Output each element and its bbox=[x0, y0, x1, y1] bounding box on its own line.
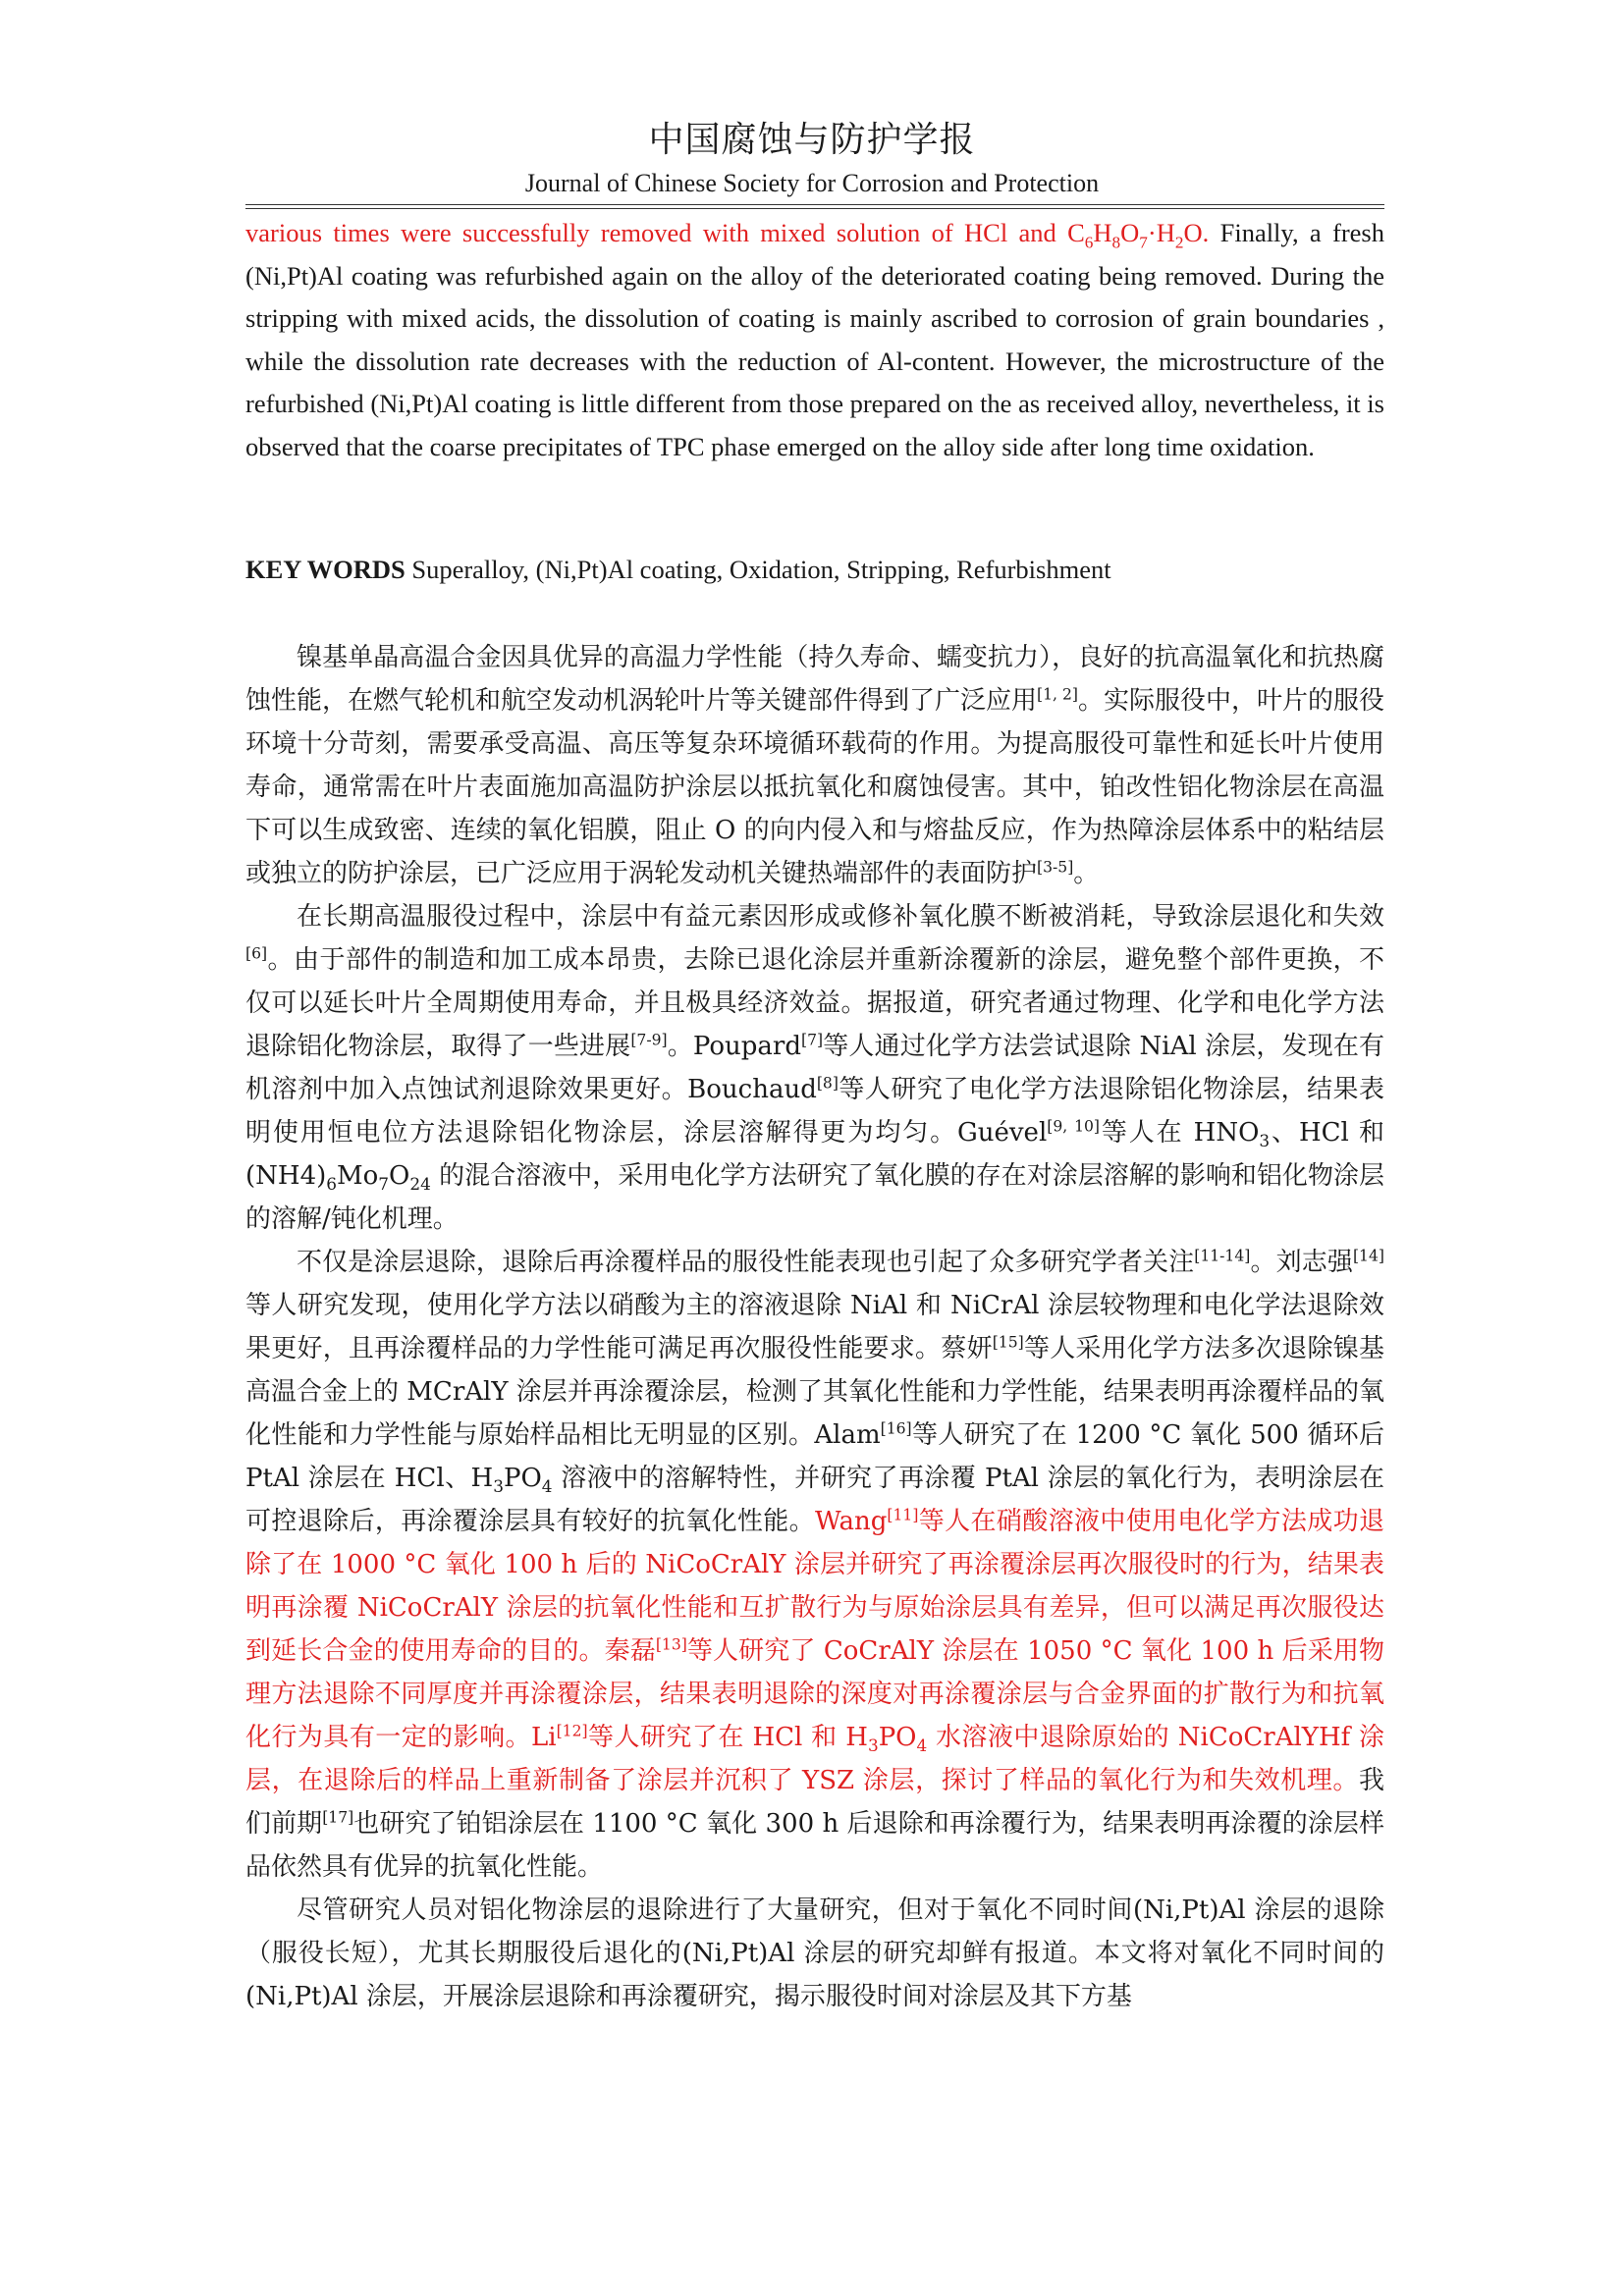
journal-header bbox=[0, 116, 1624, 200]
journal-title-cn: 中国腐蚀与防护学报 bbox=[648, 120, 976, 160]
journal-title-en: Journal of Chinese Society for Corrosion and Protection bbox=[524, 169, 1100, 197]
keywords-text: Superalloy, (Ni,Pt)Al coating, Oxidation, Stripping, Refurbishment bbox=[405, 555, 1111, 584]
citation: [8] bbox=[816, 1074, 839, 1093]
paragraph-3: 不仅是涂层退除，退除后再涂覆样品的服役性能表现也引起了众多研究学者关注[11-14]。刘志强[14]等人研究发现，使用化学方法以硝酸为主的溶液退除 NiAl 和 NiCrAl 涂层较物理和电化学法退除效果更好，且再涂覆样品的力学性能可满足再次服役性能要求。蔡妍[15]等人采用化学方法多次退除镍基高温合金上的 MCrAlY 涂层并再涂覆涂层，检测了其氧化性能和力学性能，结果表明再涂覆样品的氧化性能和力学性能与原始样品相比无明显的区别。Alam[16]等人研究了在 1200 °C 氧化 500 循环后 PtAl 涂层在 HCl、$H_3PO_4$ 溶液中的溶解特性，并研究了再涂覆 PtAl 涂层的氧化行为，表明涂层在可控退除后，再涂覆涂层具有较好的抗氧化性能。Wang[11]等人在硝酸溶液中使用电化学方法成功退除了在 1000 °C 氧化 100 h 后的 NiCoCrAlY 涂层并研究了再涂覆涂层再次服役时的行为，结果表明再涂覆 NiCoCrAlY 涂层的抗氧化性能和互扩散行为与原始涂层具有差异，但可以满足再次服役达到延长合金的使用寿命的目的。秦磊[13]等人研究了 CoCrAlY 涂层在 1050 °C 氧化 100 h 后采用物理方法退除不同厚度并再涂覆涂层，结果表明退除的深度对再涂覆涂层与合金界面的扩散行为和抗氧化行为具有一定的影响。Li[12]等人研究了在 HCl 和 $H_3PO_4$ 水溶液中退除原始的 NiCoCrAlYHf 涂层，在退除后的样品上重新制备了涂层并沉积了 YSZ 涂层，探讨了样品的氧化行为和失效机理。我们前期[17]也研究了铂铝涂层在 1100 °C 氧化 300 h 后退除和再涂覆行为，结果表明再涂覆的涂层样品依然具有优异的抗氧化性能。 bbox=[245, 1247, 1385, 1882]
abstract-red-text: various times were successfully removed with mixed solution of HCl and $C_6H_8O_7\cdot H_2O$. bbox=[245, 218, 1210, 252]
citation: [16] bbox=[880, 1419, 912, 1438]
header-rule-top bbox=[245, 204, 1384, 205]
citation: [17] bbox=[322, 1808, 354, 1827]
header-rule-bottom bbox=[245, 208, 1384, 209]
citation: [3-5] bbox=[1037, 858, 1074, 877]
highlighted-red-text: Wang[11]等人在硝酸溶液中使用电化学方法成功退除了在 1000 °C 氧化 100 h 后的 NiCoCrAlY 涂层并研究了再涂覆涂层再次服役时的行为，结果表明再涂覆 NiCoCrAlY 涂层的抗氧化性能和互扩散行为与原始涂层具有差异，但可以满足再次服役达到延长合金的使用寿命的目的。秦磊[13]等人研究了 CoCrAlY 涂层在 1050 °C 氧化 100 h 后采用物理方法退除不同厚度并再涂覆涂层，结果表明退除的深度对再涂覆涂层与合金界面的扩散行为和抗氧化行为具有一定的影响。Li[12]等人研究了在 HCl 和 $H_3PO_4$ 水溶液中退除原始的 NiCoCrAlYHf 涂层，在退除后的样品上重新制备了涂层并沉积了 YSZ 涂层，探讨了样品的氧化行为和失效机理。 bbox=[245, 1506, 1384, 1795]
paragraph-1: 镍基单晶高温合金因具优异的高温力学性能（持久寿命、蠕变抗力），良好的抗高温氧化和抗热腐蚀性能，在燃气轮机和航空发动机涡轮叶片等关键部件得到了广泛应用[1, 2]。实际服役中，叶片的服役环境十分苛刻，需要承受高温、高压等复杂环境循环载荷的作用。为提高服役可靠性和延长叶片使用寿命，通常需在叶片表面施加高温防护涂层以抵抗氧化和腐蚀侵害。其中，铂改性铝化物涂层在高温下可以生成致密、连续的氧化铝膜，阻止 O 的向内侵入和与熔盐反应，作为热障涂层体系中的粘结层或独立的防护涂层，已广泛应用于涡轮发动机关键热端部件的表面防护[3-5]。 bbox=[245, 643, 1384, 888]
paragraph-2: 在长期高温服役过程中，涂层中有益元素因形成或修补氧化膜不断被消耗，导致涂层退化和失效[6]。由于部件的制造和加工成本昂贵，去除已退化涂层并重新涂覆新的涂层，避免整个部件更换，不仅可以延长叶片全周期使用寿命，并且极具经济效益。据报道，研究者通过物理、化学和电化学方法退除铝化物涂层，取得了一些进展[7-9]。Poupard[7]等人通过化学方法尝试退除 NiAl 涂层，发现在有机溶剂中加入点蚀试剂退除效果更好。Bouchaud[8]等人研究了电化学方法退除铝化物涂层，结果表明使用恒电位方法退除铝化物涂层，涂层溶解得更为均匀。Guével[9, 10]等人在 $HNO_3$、HCl 和$(NH4)_6Mo_7O_{24}$ 的混合溶液中，采用电化学方法研究了氧化膜的存在对涂层溶解的影响和铝化物涂层的溶解/钝化机理。 bbox=[245, 902, 1385, 1234]
citation: [15] bbox=[992, 1333, 1024, 1352]
keywords-line bbox=[245, 550, 1384, 589]
paragraph-4: 尽管研究人员对铝化物涂层的退除进行了大量研究，但对于氧化不同时间(Ni,Pt)Al 涂层的退除（服役长短），尤其长期服役后退化的(Ni,Pt)Al 涂层的研究却鲜有报道。本文将对氧化不同时间的(Ni,Pt)Al 涂层，开展涂层退除和再涂覆研究，揭示服役时间对涂层及其下方基 bbox=[245, 1896, 1384, 2011]
abstract-text: Finally, a fresh (Ni,Pt)Al coating was refurbished again on the alloy of the deteriorated coating being removed. During the stripping with mixed acids, the dissolution of coating is mainly ascribed to corrosion of grain boundaries , while the dissolution rate decreases with the reduction of Al-content. However, the microstructure of the refurbished (Ni,Pt)Al coating is little different from those prepared on the as received alloy, nevertheless, it is observed that the coarse precipitates of TPC phase emerged on the alloy side after long time oxidation. bbox=[245, 218, 1384, 461]
citation: [7] bbox=[800, 1031, 824, 1049]
citation: [1, 2] bbox=[1037, 685, 1078, 704]
citation: [14] bbox=[1352, 1247, 1384, 1265]
citation: [6] bbox=[245, 944, 268, 963]
keywords-label: KEY WORDS bbox=[245, 555, 406, 584]
body-text bbox=[245, 636, 1384, 2018]
abstract-paragraph bbox=[245, 212, 1384, 468]
citation: [9, 10] bbox=[1047, 1117, 1100, 1136]
citation: [7-9] bbox=[630, 1031, 668, 1049]
citation: [11-14] bbox=[1194, 1247, 1251, 1265]
